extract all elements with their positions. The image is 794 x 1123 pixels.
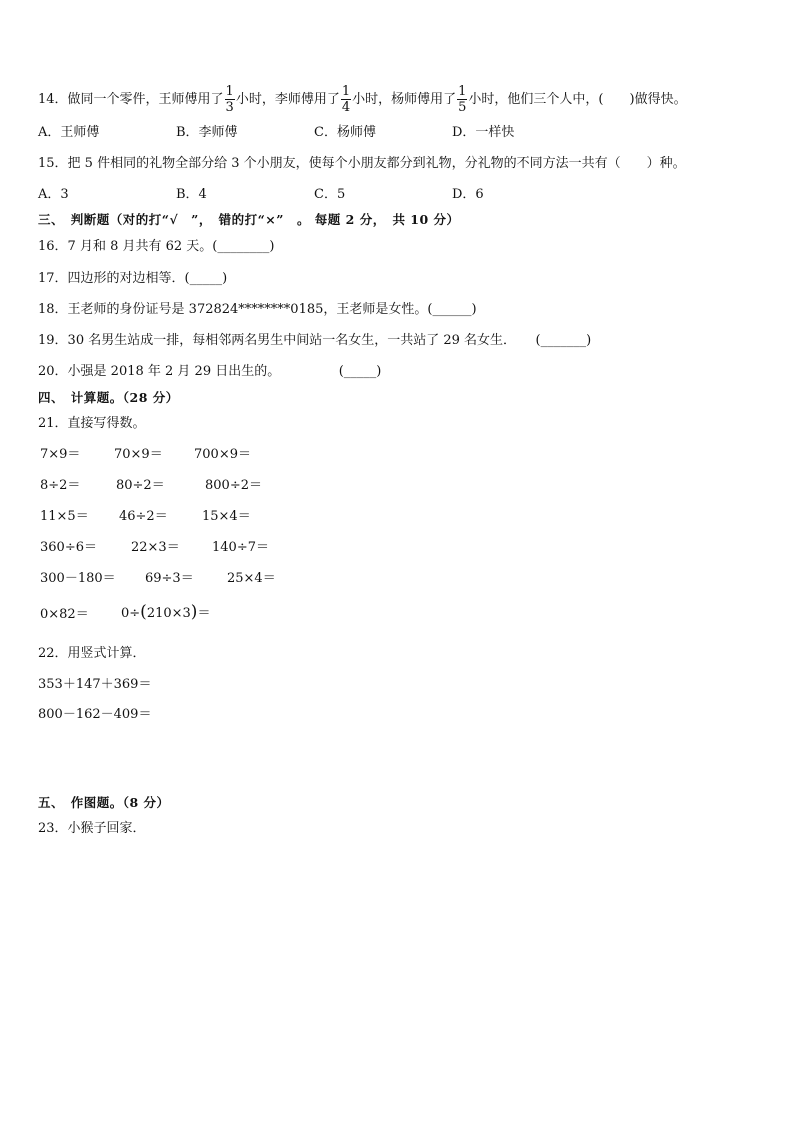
calc-item: 300－180＝ bbox=[40, 571, 116, 586]
calc-item: 0×82＝ bbox=[40, 607, 89, 622]
calc-item: 80÷2＝ bbox=[116, 478, 165, 493]
vertical-calc-item: 800－162－409＝ bbox=[38, 707, 152, 722]
vertical-calc-item: 353＋147＋369＝ bbox=[38, 677, 152, 692]
question-23: 23．小猴子回家． bbox=[38, 821, 146, 836]
q14-option-d: D．一样快 bbox=[452, 125, 515, 140]
section-3-heading: 三、 判断题（对的打“√ ”， 错的打“×” 。 每题 2 分， 共 10 分） bbox=[38, 212, 460, 227]
question-15: 15．把 5 件相同的礼物全部分给 3 个小朋友，使每个小朋友都分到礼物，分礼物的不同方法一共有（ ）种。 bbox=[38, 156, 686, 171]
q14-prefix: 14．做同一个零件，王师傅用了 bbox=[38, 92, 224, 107]
question-21-title: 21．直接写得数。 bbox=[38, 416, 146, 431]
q15-option-b: B．4 bbox=[176, 187, 207, 202]
question-14 bbox=[38, 82, 687, 118]
calc-item-parenthesized: 0÷(210×3)＝ bbox=[121, 602, 211, 622]
q15-option-d: D．6 bbox=[452, 187, 484, 202]
question-20: 20．小强是 2018 年 2 月 29 日出生的。 (_____) bbox=[38, 364, 382, 379]
fraction-one-third: $\frac{1}{3}$ bbox=[225, 83, 234, 115]
calc-item: 69÷3＝ bbox=[145, 571, 194, 586]
q14-option-a: A．王师傅 bbox=[38, 125, 100, 140]
calc-item: 8÷2＝ bbox=[40, 478, 81, 493]
calc-item: 800÷2＝ bbox=[205, 478, 262, 493]
question-22-title: 22．用竖式计算． bbox=[38, 646, 146, 661]
calc-item: 140÷7＝ bbox=[212, 540, 269, 555]
q14-option-c: C．杨师傅 bbox=[314, 125, 376, 140]
q14-suffix: 小时，他们三个人中，( )做得快。 bbox=[468, 92, 687, 107]
left-paren: ( bbox=[140, 602, 147, 622]
fraction-one-fourth: $\frac{1}{4}$ bbox=[341, 83, 351, 115]
calc-item: 360÷6＝ bbox=[40, 540, 97, 555]
calc-item: 46÷2＝ bbox=[119, 509, 168, 524]
fraction-one-fifth: $\frac{1}{5}$ bbox=[458, 83, 467, 115]
question-17: 17．四边形的对边相等．(_____) bbox=[38, 271, 228, 286]
q15-option-c: C．5 bbox=[314, 187, 346, 202]
calc-item: 7×9＝ bbox=[40, 447, 81, 462]
question-16: 16．7 月和 8 月共有 62 天。(________) bbox=[38, 239, 275, 254]
calc-item: 22×3＝ bbox=[131, 540, 180, 555]
calc-item: 25×4＝ bbox=[227, 571, 276, 586]
section-5-heading: 五、 作图题。（8 分） bbox=[38, 795, 170, 810]
calc-item: 70×9＝ bbox=[114, 447, 163, 462]
question-18: 18．王老师的身份证号是 372824********0185，王老师是女性。(______) bbox=[38, 302, 477, 317]
q15-option-a: A．3 bbox=[38, 187, 69, 202]
q14-mid1: 小时，李师傅用了 bbox=[235, 92, 340, 107]
section-4-heading: 四、 计算题。（28 分） bbox=[38, 390, 179, 405]
calc-item: 11×5＝ bbox=[40, 509, 89, 524]
q14-mid2: 小时，杨师傅用了 bbox=[352, 92, 457, 107]
question-19: 19．30 名男生站成一排，每相邻两名男生中间站一名女生，一共站了 29 名女生． (_______) bbox=[38, 333, 592, 348]
calc-item: 700×9＝ bbox=[194, 447, 251, 462]
q14-option-b: B．李师傅 bbox=[176, 125, 238, 140]
calc-item: 15×4＝ bbox=[202, 509, 251, 524]
right-paren: ) bbox=[190, 602, 198, 622]
